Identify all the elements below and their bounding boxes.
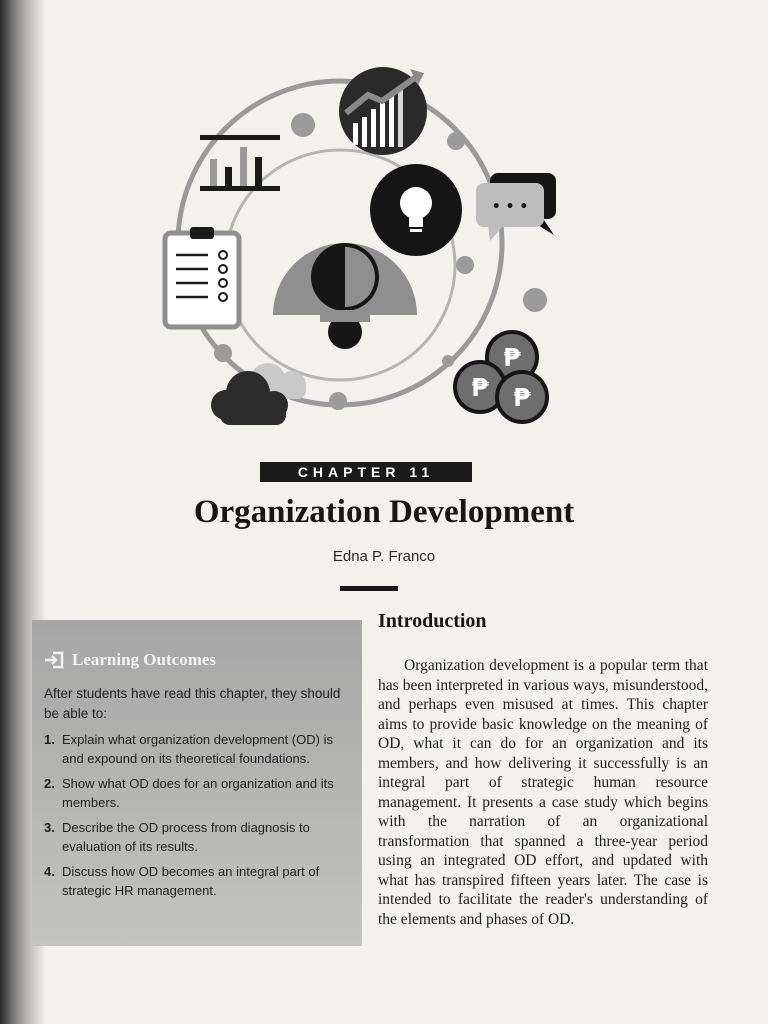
learning-outcome-item <box>44 818 352 856</box>
peso-coin-symbol-2: ₱ <box>471 373 489 402</box>
title-divider <box>340 586 398 591</box>
introduction-heading: Introduction <box>378 610 487 632</box>
peso-coin-symbol-3: ₱ <box>513 383 531 412</box>
chapter-author: Edna P. Franco <box>332 548 436 565</box>
peso-coin-symbol-1: ₱ <box>503 343 521 372</box>
outcome-text: Discuss how OD becomes an integral part of strategic HR management. <box>62 864 320 898</box>
learning-outcomes-intro: After students have read this chapter, they should be able to: <box>44 686 341 721</box>
person-head-icon <box>273 243 417 349</box>
learning-outcomes-heading: Learning Outcomes <box>72 650 217 669</box>
learning-outcomes-list <box>44 730 352 900</box>
outcome-number: 1. <box>44 732 55 747</box>
learning-outcomes-box <box>32 620 362 946</box>
lightbulb-icon <box>370 164 462 256</box>
chat-bubble-dots: • • • <box>491 199 529 215</box>
chapter-illustration <box>150 55 570 445</box>
cloud-icon <box>211 363 306 425</box>
chapter-number-label: CHAPTER 11 <box>260 462 472 482</box>
outcome-text: Explain what organization development (OD) is and expound on its theoretical foundations. <box>62 732 333 766</box>
outcome-text: Show what OD does for an organization and its members. <box>62 776 334 810</box>
peso-coins-icon <box>455 332 547 422</box>
learning-outcome-item <box>44 862 352 900</box>
outcome-text: Describe the OD process from diagnosis to evaluation of its results. <box>62 820 310 854</box>
outcome-number: 2. <box>44 776 55 791</box>
outcome-number: 3. <box>44 820 55 835</box>
growth-chart-icon <box>339 67 427 155</box>
chat-bubble-icon <box>476 173 556 241</box>
learning-outcome-item <box>44 774 352 812</box>
outcome-number: 4. <box>44 864 55 879</box>
chapter-title: Organization Development <box>193 494 575 530</box>
introduction-body: Organization development is a popular term that has been interpreted in various ways, misunderstood, and perhaps even misused at times. This chapter aims to provide basic knowledge on the meaning of OD, what it can do for an organization and its members, and how delivering it successfully is an integral part of strategic human resource management. It presents a case study which begins with the narration of an organizational transformation that spanned a three-year period using an integrated OD effort, and updated with what has transpired fifteen years later. The case is intended to facilitate the reader's understanding of the elements and phases of OD. <box>378 657 708 928</box>
clipboard-checklist-icon <box>165 227 239 327</box>
learning-outcomes-header <box>44 650 352 670</box>
learning-outcome-item <box>44 730 352 768</box>
enter-arrow-icon <box>44 651 64 669</box>
